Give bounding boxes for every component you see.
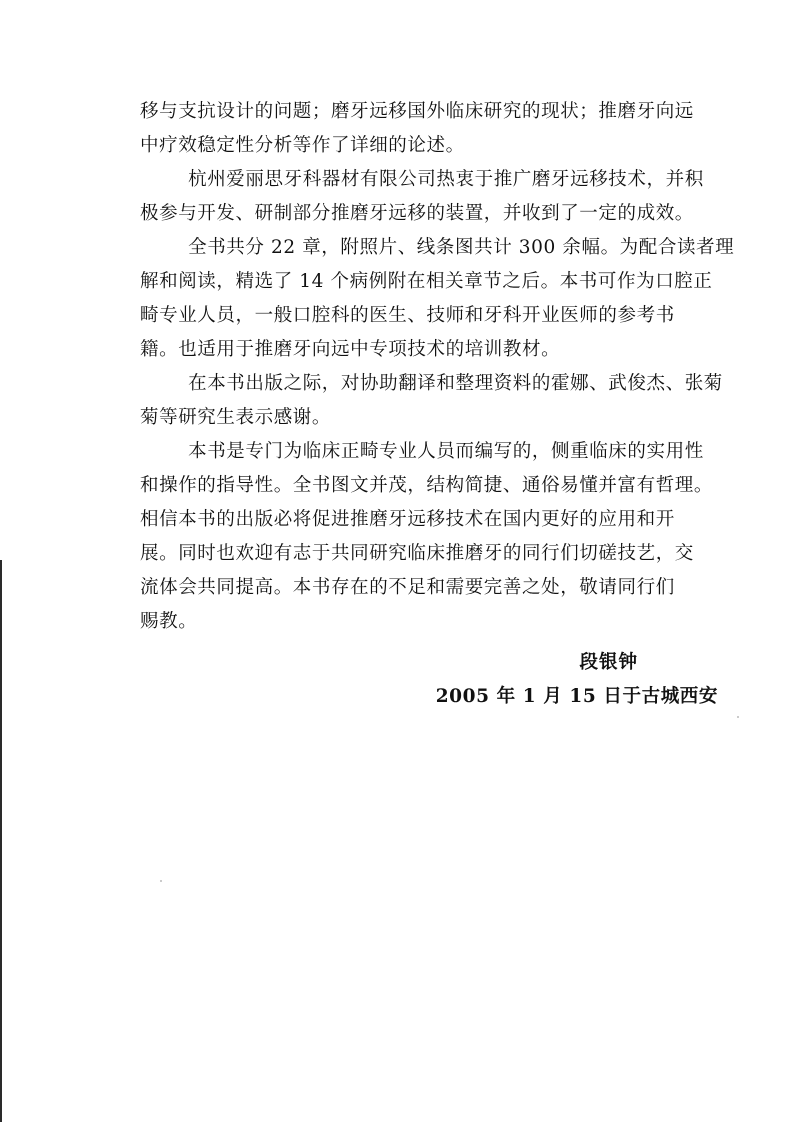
text-line: 杭州爱丽思牙科器材有限公司热衷于推广磨牙远移技术，并积 <box>188 169 704 190</box>
signature-block <box>436 646 718 714</box>
text-line: 畸专业人员，一般口腔科的医生、技师和牙科开业医师的参考书 <box>140 305 675 326</box>
signature-date: 2005 年 1 月 15 日于古城西安 <box>435 686 718 707</box>
scan-speck <box>160 880 162 882</box>
text-line: 菊等研究生表示感谢。 <box>140 407 332 428</box>
text-line: 极参与开发、研制部分推磨牙远移的装置，并收到了一定的成效。 <box>140 203 694 224</box>
paragraph-1 <box>140 95 720 163</box>
text-line: 中疗效稳定性分析等作了详细的论述。 <box>140 135 465 156</box>
scan-speck <box>737 716 739 718</box>
scan-edge-line <box>0 560 2 1122</box>
preface-body <box>140 95 735 639</box>
text-line: 赐教。 <box>140 611 198 632</box>
text-line: 相信本书的出版必将促进推磨牙远移技术在国内更好的应用和开 <box>140 509 675 530</box>
text-line: 本书是专门为临床正畸专业人员而编写的，侧重临床的实用性 <box>188 441 704 462</box>
text-line: 移与支抗设计的问题；磨牙远移国外临床研究的现状；推磨牙向远 <box>140 101 694 122</box>
paragraph-2 <box>140 163 720 231</box>
text-line: 展。同时也欢迎有志于共同研究临床推磨牙的同行们切磋技艺，交 <box>140 543 694 564</box>
text-line: 全书共分 22 章，附照片、线条图共计 300 余幅。为配合读者理 <box>188 237 735 258</box>
text-line: 流体会共同提高。本书存在的不足和需要完善之处，敬请同行们 <box>140 577 675 598</box>
text-line: 和操作的指导性。全书图文并茂，结构简捷、通俗易懂并富有哲理。 <box>140 475 714 496</box>
paragraph-4 <box>140 367 723 435</box>
text-line: 在本书出版之际，对协助翻译和整理资料的霍娜、武俊杰、张菊 <box>188 373 723 394</box>
paragraph-5 <box>140 435 720 639</box>
paragraph-3 <box>140 231 735 367</box>
text-line: 籍。也适用于推磨牙向远中专项技术的培训教材。 <box>140 339 561 360</box>
text-line: 解和阅读，精选了 14 个病例附在相关章节之后。本书可作为口腔正 <box>140 271 713 292</box>
author-name: 段银钟 <box>579 652 638 673</box>
